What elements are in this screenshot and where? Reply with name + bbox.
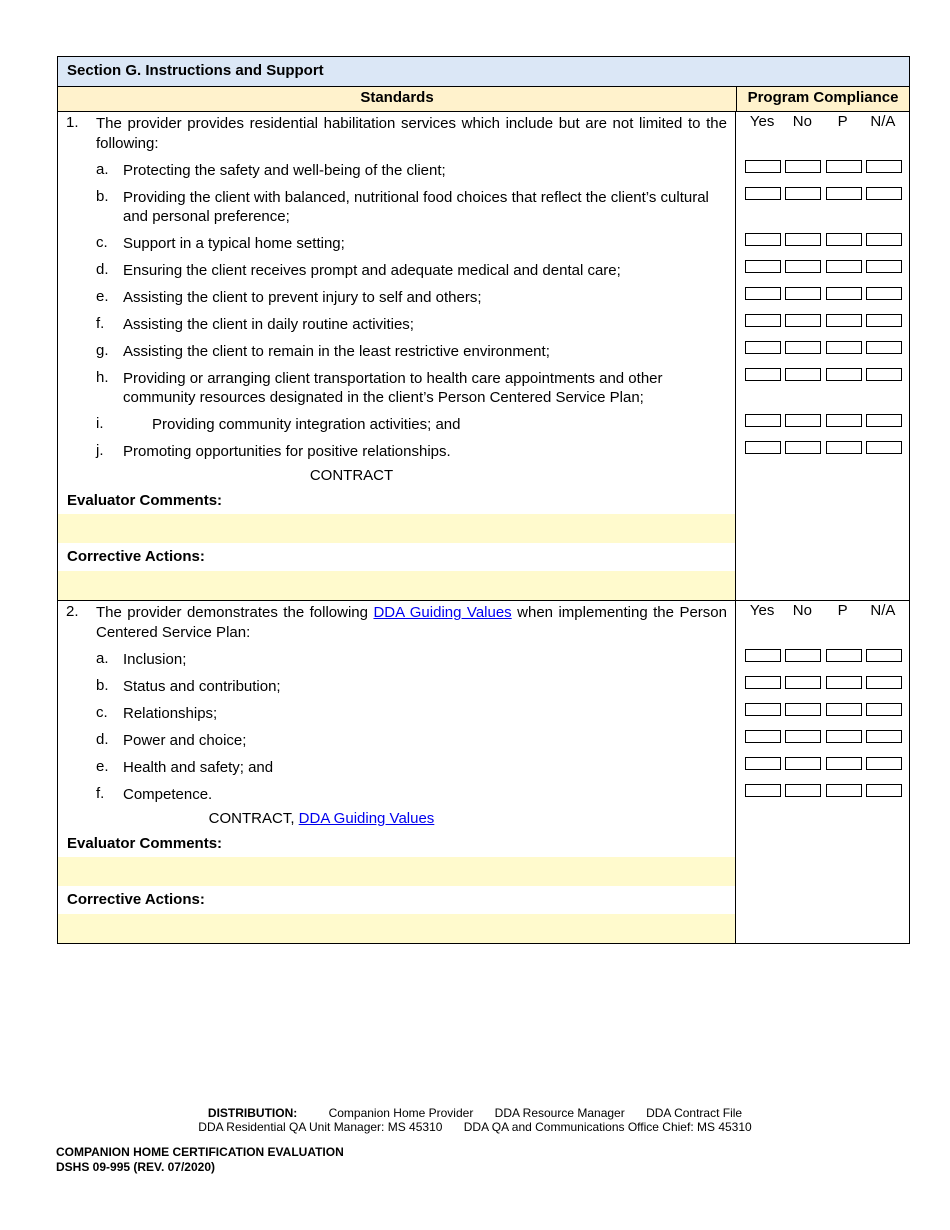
subitem-row (58, 283, 909, 310)
reference-dda-guiding-values-link[interactable]: DDA Guiding Values (298, 810, 435, 827)
subitem-text: Assisting the client to prevent injury to self and others; (123, 289, 482, 306)
subitem-letter: b. (96, 677, 109, 694)
checkbox-p[interactable] (826, 703, 862, 716)
subitem-row (58, 229, 909, 256)
checkbox-p[interactable] (826, 287, 862, 300)
checkbox-yes[interactable] (745, 757, 781, 770)
checkbox-na[interactable] (866, 703, 902, 716)
distribution-resource-manager: DDA Resource Manager (494, 1106, 625, 1120)
checkbox-na[interactable] (866, 441, 902, 454)
section-title: Section G. Instructions and Support (58, 57, 909, 87)
subitem-row (58, 337, 909, 364)
standard-cell[interactable] (58, 571, 736, 600)
standard-cell (58, 112, 736, 156)
subitem-text: Assisting the client in daily routine activities; (123, 316, 414, 333)
subitem-row (58, 410, 909, 437)
checkbox-no[interactable] (785, 441, 821, 454)
subitem-row (58, 310, 909, 337)
checkbox-yes[interactable] (745, 314, 781, 327)
compliance-cell (736, 364, 909, 410)
compliance-cell (736, 726, 909, 753)
subitem-row (58, 256, 909, 283)
compliance-label: No (792, 113, 812, 130)
checkbox-no[interactable] (785, 187, 821, 200)
corrective-actions-label: Corrective Actions: (67, 548, 205, 565)
subitem-text: Providing or arranging client transportation to health care appointments and other community resources designated in the client’s Person Centered Service Plan; (123, 370, 663, 406)
item-text (58, 603, 735, 643)
table-header (58, 87, 909, 112)
standard-cell (58, 726, 736, 753)
compliance-cell (736, 156, 909, 183)
checkbox-yes[interactable] (745, 730, 781, 743)
subitem-row (58, 699, 909, 726)
checkbox-na[interactable] (866, 757, 902, 770)
compliance-cell (736, 807, 909, 831)
standard-cell (58, 183, 736, 229)
reference (58, 809, 735, 829)
subitem-letter: a. (96, 650, 109, 667)
reference-row (58, 464, 909, 488)
subitem-letter: j. (96, 442, 104, 459)
standard-cell (58, 229, 736, 256)
dda-guiding-values-link[interactable]: DDA Guiding Values (373, 604, 512, 621)
checkbox-na[interactable] (866, 287, 902, 300)
subitem-text: Status and contribution; (123, 678, 281, 695)
compliance-cell (736, 571, 909, 600)
subitem-letter: i. (96, 415, 104, 432)
subitem-letter: f. (96, 315, 105, 332)
subitem-letter: a. (96, 161, 109, 178)
compliance-label: P (837, 602, 848, 619)
subitem-text: Power and choice; (123, 732, 247, 749)
corrective-actions-field (58, 571, 909, 600)
subitem-text: Protecting the safety and well-being of the client; (123, 162, 446, 179)
subitem-letter: e. (96, 288, 109, 305)
compliance-label: Yes (749, 602, 775, 619)
subitem-text: Competence. (123, 786, 213, 803)
compliance-cell (736, 857, 909, 886)
item-text-start: The provider demonstrates the following (96, 604, 374, 621)
checkbox-no[interactable] (785, 341, 821, 354)
checkbox-p[interactable] (826, 441, 862, 454)
subitem-text: Health and safety; and (123, 759, 274, 776)
compliance-cell (736, 437, 909, 464)
compliance-cell (736, 831, 909, 857)
checkbox-no[interactable] (785, 414, 821, 427)
standard-cell (58, 488, 736, 514)
compliance-cell (736, 337, 909, 364)
standard-cell (58, 256, 736, 283)
compliance-cell (736, 112, 909, 156)
subitem-row (58, 726, 909, 753)
standard-cell (58, 699, 736, 726)
item-1-block (58, 112, 909, 600)
compliance-label: N/A (870, 602, 896, 619)
item-number: 2. (66, 603, 79, 620)
subitem-text: Promoting opportunities for positive relationships. (123, 443, 451, 460)
subitem-letter: d. (96, 261, 109, 278)
corrective-row (58, 543, 909, 571)
compliance-cell (736, 601, 909, 645)
checkbox-no[interactable] (785, 757, 821, 770)
standard-cell (58, 831, 736, 857)
checkbox-na[interactable] (866, 314, 902, 327)
subitem-row (58, 753, 909, 780)
certification-form (57, 56, 910, 944)
subitem-text: Relationships; (123, 705, 218, 722)
checkbox-na[interactable] (866, 187, 902, 200)
evaluator-row (58, 831, 909, 857)
compliance-label: Yes (749, 113, 775, 130)
checkbox-na[interactable] (866, 368, 902, 381)
standard-cell (58, 672, 736, 699)
checkbox-yes[interactable] (745, 233, 781, 246)
standard-cell (58, 543, 736, 571)
form-number: DSHS 09-995 (REV. 07/2020) (56, 1160, 215, 1174)
subitem-row (58, 437, 909, 464)
subitem-letter: b. (96, 188, 109, 205)
checkbox-no[interactable] (785, 368, 821, 381)
checkbox-no[interactable] (785, 314, 821, 327)
checkbox-yes[interactable] (745, 441, 781, 454)
form-identifier (56, 1145, 344, 1175)
evaluator-comments-label: Evaluator Comments: (67, 835, 223, 852)
checkbox-p[interactable] (826, 368, 862, 381)
item-row (58, 601, 909, 645)
evaluator-row (58, 488, 909, 514)
compliance-cell (736, 699, 909, 726)
checkbox-p[interactable] (826, 414, 862, 427)
compliance-cell (736, 283, 909, 310)
item-text-end: when implementing the Person Centered Service Plan: (96, 604, 727, 641)
checkbox-yes[interactable] (745, 784, 781, 797)
checkbox-yes[interactable] (745, 703, 781, 716)
evaluator-comments-field (58, 514, 909, 543)
subitem-row (58, 156, 909, 183)
corrective-actions-field (58, 914, 909, 943)
checkbox-na[interactable] (866, 341, 902, 354)
compliance-cell (736, 488, 909, 514)
standard-cell (58, 437, 736, 464)
standards-header: Standards (58, 87, 737, 111)
checkbox-yes[interactable] (745, 260, 781, 273)
compliance-cell (736, 514, 909, 543)
subitem-text: Support in a typical home setting; (123, 235, 345, 252)
standard-cell (58, 886, 736, 914)
checkbox-na[interactable] (866, 784, 902, 797)
distribution-qa-office-chief: DDA QA and Communications Office Chief: MS 45310 (463, 1120, 752, 1134)
subitem-row (58, 672, 909, 699)
evaluator-comments-field (58, 857, 909, 886)
compliance-cell (736, 256, 909, 283)
reference-prefix: CONTRACT, (208, 810, 299, 827)
checkbox-na[interactable] (866, 160, 902, 173)
distribution-contract-file: DDA Contract File (646, 1106, 743, 1120)
checkbox-no[interactable] (785, 233, 821, 246)
checkbox-na[interactable] (866, 676, 902, 689)
subitem-text: Ensuring the client receives prompt and adequate medical and dental care; (123, 262, 621, 279)
standard-cell (58, 807, 736, 831)
compliance-label: P (837, 113, 848, 130)
subitem-text: Assisting the client to remain in the least restrictive environment; (123, 343, 550, 360)
compliance-cell (736, 310, 909, 337)
compliance-cell (736, 543, 909, 571)
checkbox-no[interactable] (785, 287, 821, 300)
subitem-row (58, 645, 909, 672)
standard-cell[interactable] (58, 857, 736, 886)
checkbox-no[interactable] (785, 703, 821, 716)
item-row (58, 112, 909, 156)
checkbox-p[interactable] (826, 233, 862, 246)
distribution (0, 1106, 950, 1134)
reference-row (58, 807, 909, 831)
checkbox-p[interactable] (826, 676, 862, 689)
checkbox-yes[interactable] (745, 287, 781, 300)
compliance-cell (736, 886, 909, 914)
checkbox-yes[interactable] (745, 368, 781, 381)
checkbox-na[interactable] (866, 233, 902, 246)
compliance-cell (736, 753, 909, 780)
distribution-qa-unit-manager: DDA Residential QA Unit Manager: MS 45310 (198, 1120, 443, 1134)
subitem-letter: d. (96, 731, 109, 748)
subitem-row (58, 183, 909, 229)
evaluator-comments-label: Evaluator Comments: (67, 492, 223, 509)
compliance-cell (736, 464, 909, 488)
reference: CONTRACT (309, 467, 394, 484)
subitem-letter: f. (96, 785, 105, 802)
checkbox-yes[interactable] (745, 187, 781, 200)
subitem-text: Providing the client with balanced, nutritional food choices that reflect the client’s cultural and personal preference; (123, 189, 709, 225)
subitem-letter: c. (96, 234, 108, 251)
subitem-letter: h. (96, 369, 109, 386)
subitem-text: Providing community integration activities; and (152, 416, 461, 433)
subitem-text: Inclusion; (123, 651, 187, 668)
standard-cell (58, 310, 736, 337)
distribution-label: DISTRIBUTION: (207, 1106, 298, 1120)
subitem-letter: g. (96, 342, 109, 359)
distribution-companion-home-provider: Companion Home Provider (328, 1106, 474, 1120)
standard-cell (58, 410, 736, 437)
checkbox-p[interactable] (826, 260, 862, 273)
standard-cell (58, 645, 736, 672)
standard-cell (58, 753, 736, 780)
checkbox-p[interactable] (826, 649, 862, 662)
checkbox-yes[interactable] (745, 341, 781, 354)
corrective-row (58, 886, 909, 914)
checkbox-p[interactable] (826, 784, 862, 797)
item-text: The provider provides residential habilitation services which include but are not limited to the following: (96, 115, 727, 152)
subitem-letter: c. (96, 704, 108, 721)
subitem-row (58, 780, 909, 807)
corrective-actions-label: Corrective Actions: (67, 891, 205, 908)
compliance-cell (736, 229, 909, 256)
standard-cell (58, 601, 736, 645)
standard-cell[interactable] (58, 514, 736, 543)
checkbox-no[interactable] (785, 784, 821, 797)
form-title: COMPANION HOME CERTIFICATION EVALUATION (56, 1145, 344, 1159)
checkbox-yes[interactable] (745, 649, 781, 662)
compliance-label: No (792, 602, 812, 619)
checkbox-na[interactable] (866, 649, 902, 662)
checkbox-no[interactable] (785, 649, 821, 662)
compliance-label: N/A (870, 113, 896, 130)
compliance-cell (736, 410, 909, 437)
standard-cell[interactable] (58, 914, 736, 943)
checkbox-p[interactable] (826, 314, 862, 327)
checkbox-no[interactable] (785, 730, 821, 743)
compliance-cell (736, 780, 909, 807)
compliance-cell (736, 645, 909, 672)
compliance-header: Program Compliance (747, 89, 899, 106)
item-number: 1. (66, 114, 79, 131)
standard-cell (58, 283, 736, 310)
checkbox-na[interactable] (866, 730, 902, 743)
checkbox-yes[interactable] (745, 160, 781, 173)
checkbox-p[interactable] (826, 160, 862, 173)
checkbox-p[interactable] (826, 187, 862, 200)
checkbox-na[interactable] (866, 260, 902, 273)
compliance-cell (736, 672, 909, 699)
checkbox-yes[interactable] (745, 676, 781, 689)
standard-cell (58, 364, 736, 410)
subitem-row (58, 364, 909, 410)
checkbox-no[interactable] (785, 160, 821, 173)
compliance-cell (736, 914, 909, 943)
item-2-block (58, 600, 909, 943)
subitem-letter: e. (96, 758, 109, 775)
checkbox-yes[interactable] (745, 414, 781, 427)
standard-cell (58, 464, 736, 488)
checkbox-no[interactable] (785, 260, 821, 273)
standard-cell (58, 780, 736, 807)
checkbox-p[interactable] (826, 341, 862, 354)
checkbox-p[interactable] (826, 757, 862, 770)
checkbox-na[interactable] (866, 414, 902, 427)
checkbox-p[interactable] (826, 730, 862, 743)
standard-cell (58, 156, 736, 183)
compliance-cell (736, 183, 909, 229)
checkbox-no[interactable] (785, 676, 821, 689)
standard-cell (58, 337, 736, 364)
